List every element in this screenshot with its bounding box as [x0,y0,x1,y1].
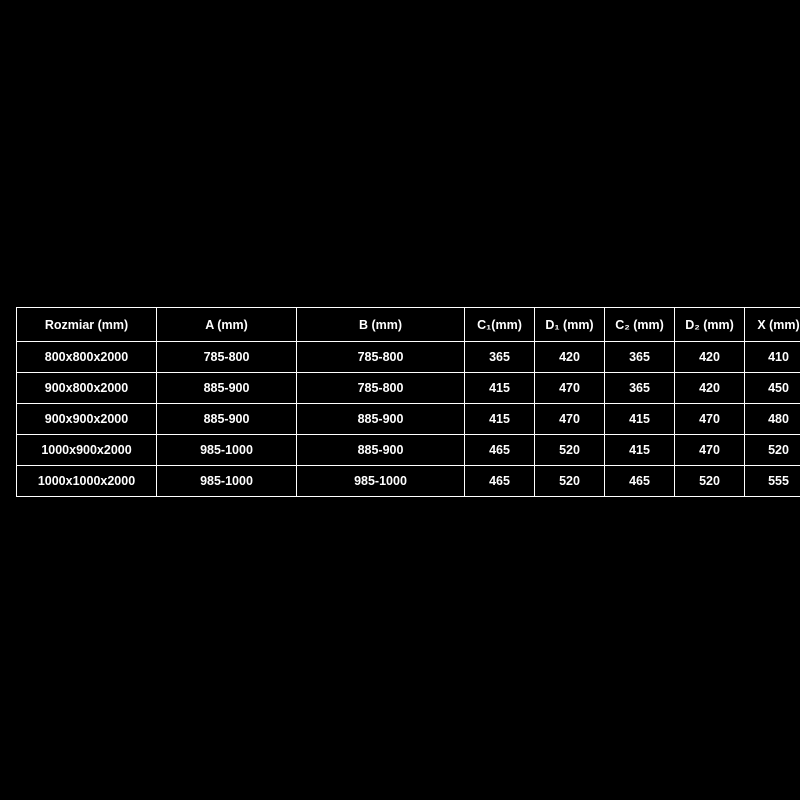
cell-c1: 415 [465,373,535,404]
table-row [17,342,800,373]
cell-size: 1000x1000x2000 [17,466,157,497]
cell-d1: 470 [535,373,605,404]
cell-c2: 365 [605,342,675,373]
table-row [17,373,800,404]
cell-b: 785-800 [297,342,465,373]
column-header-d2: D₂ (mm) [675,308,745,342]
table-body [17,342,800,497]
column-header-b: B (mm) [297,308,465,342]
column-header-c1: C₁(mm) [465,308,535,342]
table-row [17,466,800,497]
cell-b: 885-900 [297,435,465,466]
table-row [17,404,800,435]
cell-c1: 415 [465,404,535,435]
cell-size: 800x800x2000 [17,342,157,373]
dimensions-table [16,307,800,497]
column-header-x: X (mm) [745,308,800,342]
cell-c1: 465 [465,466,535,497]
cell-c1: 365 [465,342,535,373]
cell-d1: 470 [535,404,605,435]
column-header-c2: C₂ (mm) [605,308,675,342]
table-header-row [17,308,800,342]
cell-a: 985-1000 [157,466,297,497]
cell-d1: 420 [535,342,605,373]
cell-d2: 420 [675,373,745,404]
cell-d1: 520 [535,435,605,466]
cell-a: 785-800 [157,342,297,373]
cell-d2: 470 [675,435,745,466]
cell-b: 785-800 [297,373,465,404]
cell-a: 885-900 [157,404,297,435]
spec-table-container [16,307,800,497]
cell-d2: 520 [675,466,745,497]
cell-d2: 470 [675,404,745,435]
cell-size: 900x800x2000 [17,373,157,404]
cell-d2: 420 [675,342,745,373]
cell-c1: 465 [465,435,535,466]
column-header-size: Rozmiar (mm) [17,308,157,342]
cell-size: 1000x900x2000 [17,435,157,466]
column-header-a: A (mm) [157,308,297,342]
cell-x: 410 [745,342,800,373]
column-header-d1: D₁ (mm) [535,308,605,342]
cell-c2: 365 [605,373,675,404]
cell-x: 480 [745,404,800,435]
cell-d1: 520 [535,466,605,497]
table-header [17,308,800,342]
table-row [17,435,800,466]
cell-c2: 415 [605,435,675,466]
cell-c2: 415 [605,404,675,435]
cell-x: 450 [745,373,800,404]
cell-c2: 465 [605,466,675,497]
cell-x: 555 [745,466,800,497]
cell-x: 520 [745,435,800,466]
cell-a: 885-900 [157,373,297,404]
cell-b: 885-900 [297,404,465,435]
cell-size: 900x900x2000 [17,404,157,435]
cell-a: 985-1000 [157,435,297,466]
cell-b: 985-1000 [297,466,465,497]
